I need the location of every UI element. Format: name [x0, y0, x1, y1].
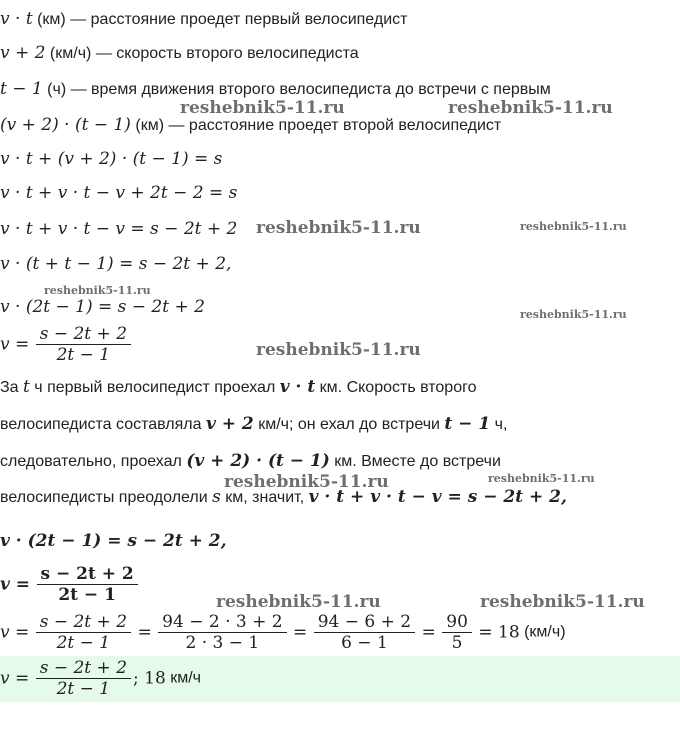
- equals: =: [421, 622, 436, 643]
- lhs: v =: [0, 668, 30, 689]
- text: км. Вместе до встречи: [329, 453, 501, 470]
- math: v + 2: [0, 43, 46, 63]
- answer-value: ; 18: [133, 668, 166, 689]
- fraction: [36, 324, 131, 365]
- watermark: reshebnik5-11.ru: [44, 284, 151, 297]
- numerator: s − 2t + 2: [40, 564, 134, 584]
- calculation-line: [0, 612, 566, 653]
- numerator: s − 2t + 2: [39, 324, 128, 344]
- math: v · t: [0, 9, 33, 29]
- lhs: v =: [0, 622, 30, 643]
- line-speed-second: [0, 42, 359, 65]
- unit: км/ч: [165, 669, 202, 687]
- lhs: v =: [0, 334, 30, 355]
- text: (ч) — время движения второго велосипедиста до встречи с первым: [42, 81, 551, 98]
- watermark: reshebnik5-11.ru: [180, 98, 345, 118]
- fraction: [314, 612, 415, 653]
- denominator: 6 − 1: [314, 632, 415, 653]
- denominator: 2 · 3 − 1: [158, 632, 286, 653]
- math: (v + 2) · (t − 1): [0, 115, 131, 135]
- text: км/ч; он ехал до встречи: [253, 416, 445, 433]
- numerator: 94 − 6 + 2: [317, 612, 412, 632]
- text: км. Скорость второго: [315, 379, 477, 396]
- equals: =: [293, 622, 308, 643]
- denominator: 2t − 1: [36, 344, 131, 365]
- fraction: [442, 612, 472, 653]
- text: (км/ч) — скорость второго велосипедиста: [45, 45, 359, 62]
- fraction: [36, 658, 131, 699]
- text: следовательно, проехал: [0, 453, 187, 470]
- math: t: [23, 377, 30, 397]
- numerator: s − 2t + 2: [39, 658, 128, 678]
- denominator: 5: [442, 632, 472, 653]
- paragraph-line: [0, 413, 680, 436]
- watermark: reshebnik5-11.ru: [520, 308, 627, 321]
- equation-line: [0, 253, 231, 276]
- fraction-equation: [0, 324, 133, 365]
- math: s: [212, 487, 221, 507]
- line-distance-first: [0, 8, 407, 31]
- fraction: [36, 612, 131, 653]
- math: v · t + v · t − v = s − 2t + 2: [0, 219, 238, 239]
- math: v · (2t − 1) = s − 2t + 2,: [0, 531, 227, 551]
- watermark: reshebnik5-11.ru: [256, 218, 421, 238]
- lhs: v =: [0, 574, 31, 595]
- math: v · t + v · t − v + 2t − 2 = s: [0, 183, 238, 203]
- equation-line: [0, 148, 222, 171]
- unit: (км/ч): [519, 623, 566, 641]
- equals: =: [137, 622, 152, 643]
- watermark: reshebnik5-11.ru: [480, 592, 645, 612]
- math: t − 1: [444, 414, 491, 434]
- math: v · t + v · t − v = s − 2t + 2,: [308, 487, 567, 507]
- watermark: reshebnik5-11.ru: [256, 340, 421, 360]
- math: v · t + (v + 2) · (t − 1) = s: [0, 149, 223, 169]
- fraction: [37, 564, 138, 605]
- text: (км) — расстояние проедет первый велосипедист: [32, 11, 408, 28]
- equation-line: [0, 182, 237, 205]
- denominator: 2t − 1: [36, 632, 131, 653]
- watermark: reshebnik5-11.ru: [520, 220, 627, 233]
- bold-equation: [0, 530, 227, 553]
- text: За: [0, 379, 24, 396]
- numerator: 94 − 2 · 3 + 2: [162, 612, 283, 632]
- math: v · (2t − 1) = s − 2t + 2: [0, 297, 205, 317]
- math: v + 2: [205, 414, 254, 434]
- equation-line: [0, 218, 237, 241]
- text: ч первый велосипедист проехал: [29, 379, 280, 396]
- numerator: 90: [446, 612, 468, 632]
- text: км, значит,: [220, 489, 309, 506]
- text: (км) — расстояние проедет второй велосипедист: [130, 117, 502, 134]
- denominator: 2t − 1: [37, 584, 138, 605]
- paragraph-line: [0, 376, 680, 399]
- math: v · (t + t − 1) = s − 2t + 2,: [0, 254, 232, 274]
- text: велосипедиста составляла: [0, 416, 206, 433]
- answer-line: [0, 658, 201, 699]
- bold-fraction-equation: [0, 564, 140, 605]
- denominator: 2t − 1: [36, 678, 131, 699]
- math: v · t: [279, 377, 316, 397]
- numerator: s − 2t + 2: [39, 612, 128, 632]
- text: ч,: [490, 416, 508, 433]
- equation-line: [0, 296, 205, 319]
- paragraph-line: [0, 450, 680, 473]
- watermark: reshebnik5-11.ru: [224, 472, 389, 492]
- math: t − 1: [0, 79, 43, 99]
- watermark: reshebnik5-11.ru: [488, 472, 595, 485]
- text: велосипедисты преодолели: [0, 489, 213, 506]
- watermark: reshebnik5-11.ru: [216, 592, 381, 612]
- watermark: reshebnik5-11.ru: [448, 98, 613, 118]
- fraction: [158, 612, 286, 653]
- math: (v + 2) · (t − 1): [186, 451, 330, 471]
- result: = 18: [478, 622, 520, 643]
